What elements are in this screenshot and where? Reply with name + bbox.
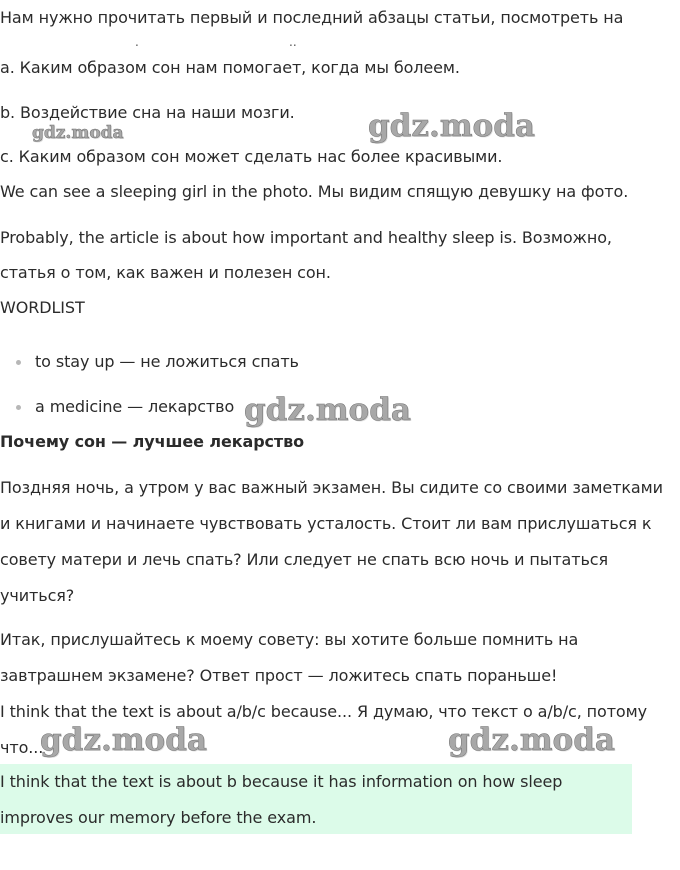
probably-line-2: статья о том, как важен и полезен сон.	[0, 263, 331, 282]
wordlist-item: a medicine — лекарство	[35, 397, 235, 416]
wordlist-title: WORDLIST	[0, 298, 85, 317]
article-title: Почему сон — лучшее лекарство	[0, 432, 305, 451]
answer-line: improves our memory before the exam.	[0, 808, 317, 827]
option-b: b. Воздействие сна на наши мозги.	[0, 103, 295, 122]
probably-line-1: Probably, the article is about how important and healthy sleep is. Возможно,	[0, 228, 612, 247]
intro-dot-2: ..	[289, 35, 297, 49]
watermark-logo: gdz.moda	[244, 392, 411, 428]
paragraph-1-line: Поздняя ночь, а утром у вас важный экзамен. Вы сидите со своими заметками	[0, 478, 663, 497]
wordlist-item: to stay up — не ложиться спать	[35, 352, 299, 371]
photo-description: We can see a sleeping girl in the photo. Мы видим спящую девушку на фото.	[0, 182, 629, 201]
watermark-logo: gdz.moda	[32, 123, 124, 143]
paragraph-2-line: завтрашнем экзамене? Ответ прост — ложитесь спать пораньше!	[0, 666, 558, 685]
template-line-1: I think that the text is about a/b/c because... Я думаю, что текст о a/b/c, потому	[0, 702, 647, 721]
intro-dot-1: .	[135, 35, 139, 49]
paragraph-1-line: и книгами и начинаете чувствовать усталость. Стоит ли вам прислушаться к	[0, 514, 652, 533]
paragraph-1-line: совету матери и лечь спать? Или следует не спать всю ночь и пытаться	[0, 550, 609, 569]
option-a: a. Каким образом сон нам помогает, когда мы болеем.	[0, 58, 460, 77]
watermark-logo: gdz.moda	[448, 722, 615, 758]
watermark-logo: gdz.moda	[40, 722, 207, 758]
paragraph-2-line: Итак, прислушайтесь к моему совету: вы хотите больше помнить на	[0, 630, 579, 649]
answer-line: I think that the text is about b because it has information on how sleep	[0, 772, 563, 791]
template-line-2: что...	[0, 738, 44, 757]
bullet-icon	[16, 360, 21, 365]
watermark-logo: gdz.moda	[368, 108, 535, 144]
option-c: c. Каким образом сон может сделать нас более красивыми.	[0, 147, 503, 166]
intro-text: Нам нужно прочитать первый и последний абзацы статьи, посмотреть на	[0, 8, 624, 27]
bullet-icon	[16, 405, 21, 410]
paragraph-1-line: учиться?	[0, 586, 75, 605]
